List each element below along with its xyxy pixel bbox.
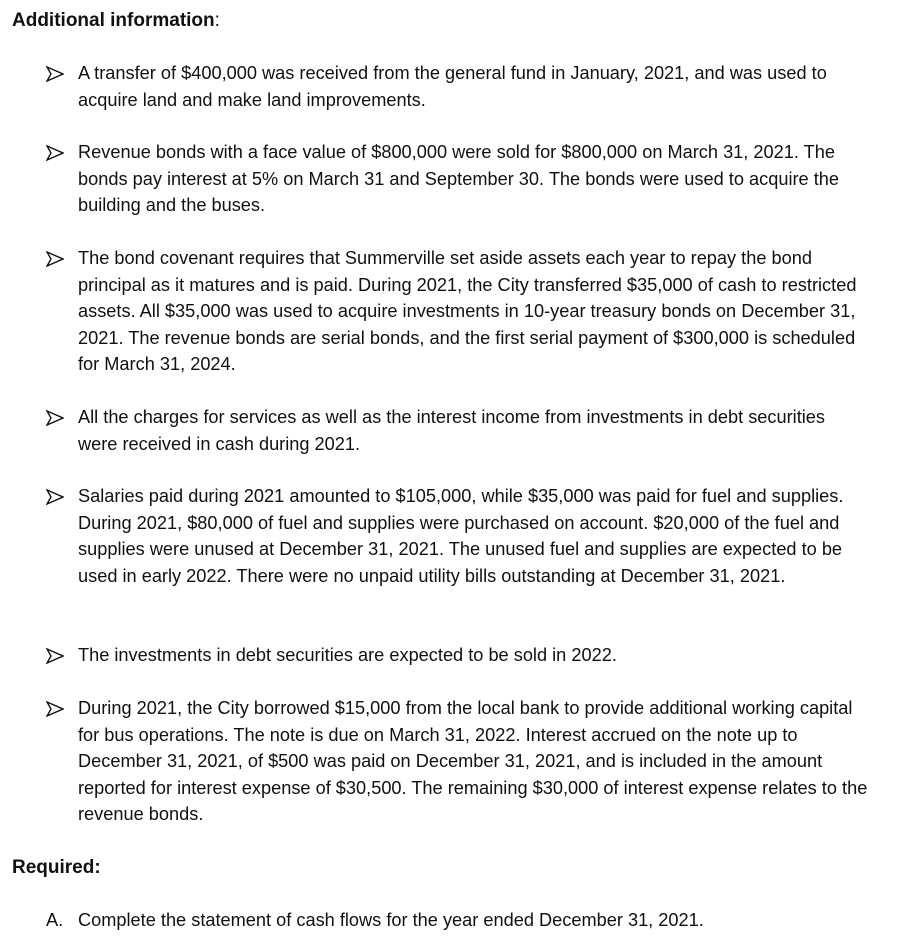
bullet-text: Salaries paid during 2021 amounted to $105,000, while $35,000 was paid for fuel and supplies. During 2021, $80,000 of fuel and supplies were purchased on account. $20,000 of the fuel and supplies were unused at December 31, 2021. The unused fuel and supplies are expected to be used in early 2022. There were no unpaid utility bills outstanding at December 31, 2021. xyxy=(78,486,844,586)
bullet-text: During 2021, the City borrowed $15,000 from the local bank to provide additional working capital for bus operations. The note is due on March 31, 2022. Interest accrued on the note up to December 31, 2021, of $500 was paid on December 31, 2021, and is included in the amount reported for interest expense of $30,500. The remaining $30,000 of interest expense relates to the revenue bonds. xyxy=(78,698,868,825)
arrow-bullet-icon xyxy=(46,489,64,505)
heading-colon: : xyxy=(214,10,220,31)
bullet-text: The bond covenant requires that Summerville set aside assets each year to repay the bond principal as it matures and is paid. During 2021, the City transferred $35,000 of cash to restricted assets. All $35,000 was used to acquire investments in 10-year treasury bonds on December 31, 2021. The revenue bonds are serial bonds, and the first serial payment of $300,000 is scheduled for March 31, 2024. xyxy=(78,248,857,375)
bullet-text: All the charges for services as well as the interest income from investments in debt securities were received in cash during 2021. xyxy=(78,407,826,454)
arrow-bullet-icon xyxy=(46,66,64,82)
arrow-bullet-icon xyxy=(46,251,64,267)
arrow-bullet-icon xyxy=(46,410,64,426)
bullet-text: The investments in debt securities are expected to be sold in 2022. xyxy=(78,645,617,665)
bullet-text: Revenue bonds with a face value of $800,000 were sold for $800,000 on March 31, 2021. The bonds pay interest at 5% on March 31 and September 30. The bonds were used to acquire the building and the buses. xyxy=(78,142,839,216)
additional-information-heading xyxy=(12,8,220,34)
bullet-text: A transfer of $400,000 was received from the general fund in January, 2021, and was used to acquire land and make land improvements. xyxy=(78,63,827,110)
additional-information-heading-text: Additional information xyxy=(12,10,215,31)
required-item xyxy=(46,907,866,933)
arrow-bullet-icon xyxy=(46,701,64,717)
required-item-letter: A. xyxy=(46,910,64,930)
arrow-bullet-icon xyxy=(46,648,64,664)
required-heading: Required: xyxy=(12,857,101,878)
required-item-text: Complete the statement of cash flows for the year ended December 31, 2021. xyxy=(78,910,704,930)
arrow-bullet-icon xyxy=(46,145,64,161)
